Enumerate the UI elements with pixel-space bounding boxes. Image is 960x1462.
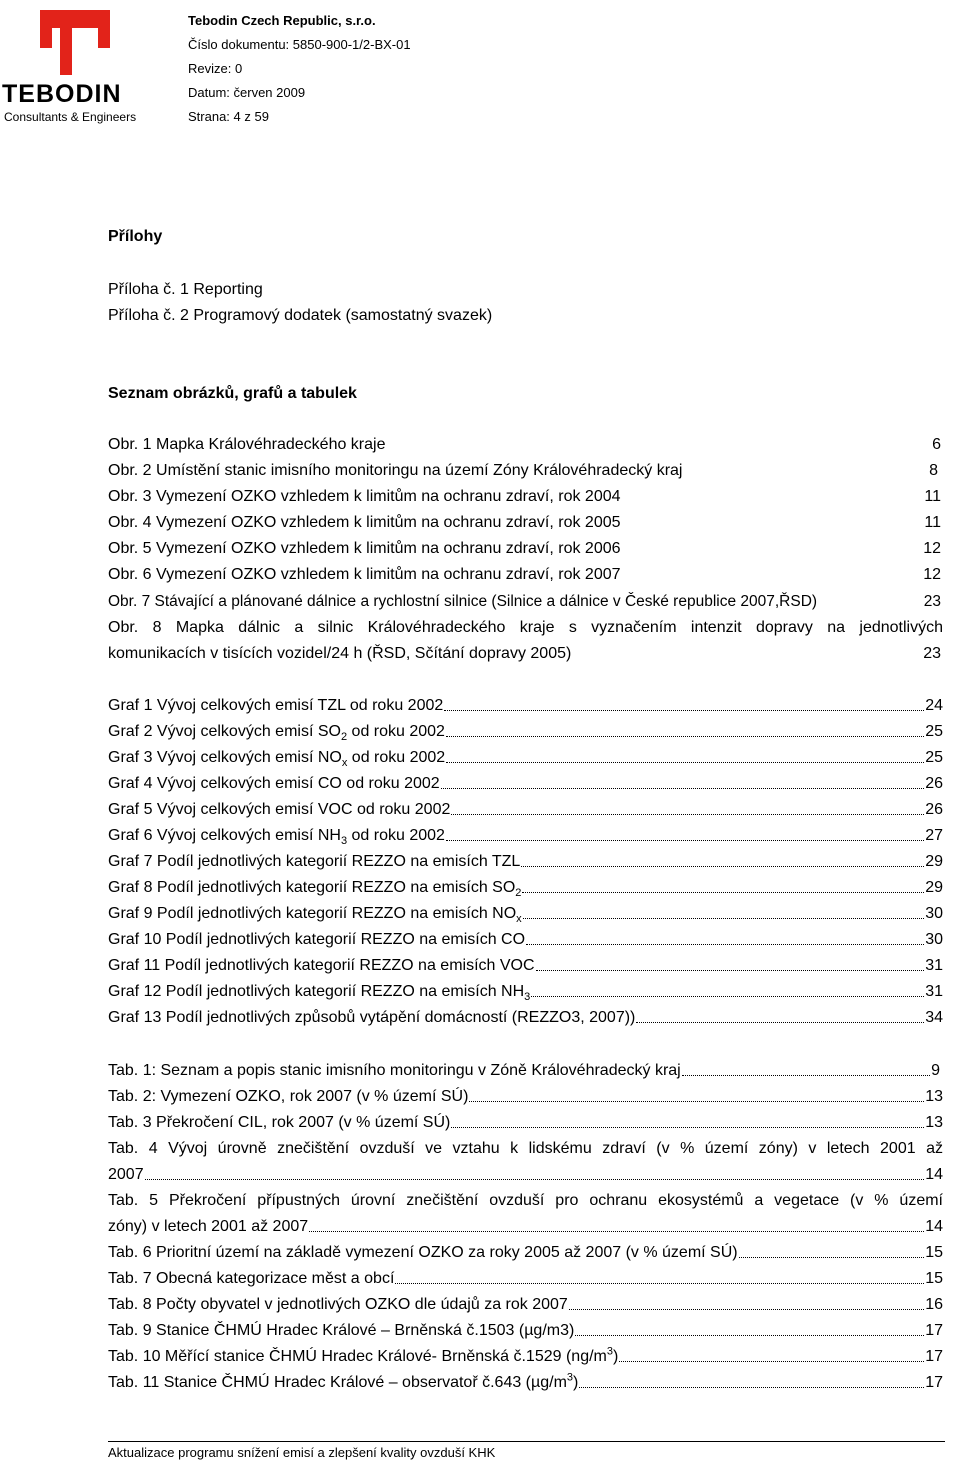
toc-table-row-cont[interactable]: 2007 14 <box>108 1166 943 1183</box>
toc-figure-row[interactable]: Obr. 5 Vymezení OZKO vzhledem k limitům na ochranu zdraví, rok 2006 12 <box>108 540 941 557</box>
toc-graph-row[interactable]: Graf 4 Vývoj celkových emisí CO od roku 2002 26 <box>108 775 943 792</box>
toc-figure-row-cont[interactable]: komunikacích v tisících vozidel/24 h (ŘSD, Sčítání dopravy 2005) 23 <box>108 645 941 662</box>
toc-table-row[interactable]: Tab. 3 Překročení CIL, rok 2007 (v % území SÚ) 13 <box>108 1114 943 1131</box>
toc-figure-row[interactable]: Obr. 6 Vymezení OZKO vzhledem k limitům na ochranu zdraví, rok 2007 12 <box>108 566 941 583</box>
toc-graph-row[interactable]: Graf 2 Vývoj celkových emisí $SO_2$ od roku 2002 25 <box>108 723 943 744</box>
toc-graph-row[interactable]: Graf 10 Podíl jednotlivých kategorií REZZO na emisích CO 30 <box>108 931 943 948</box>
toc-table-row[interactable]: Tab. 1: Seznam a popis stanic imisního monitoringu v Zóně Královéhradecký kraj 9 <box>108 1062 940 1079</box>
figures-title: Seznam obrázků, grafů a tabulek <box>108 385 357 402</box>
toc-graph-row[interactable]: Graf 5 Vývoj celkových emisí VOC od roku 2002 26 <box>108 801 943 818</box>
toc-table-row[interactable]: Tab. 10 Měřící stanice ČHMÚ Hradec Králové- Brněnská č.1529 $(ng/m^3)$ 17 <box>108 1345 943 1365</box>
toc-graph-row[interactable]: Graf 3 Vývoj celkových emisí $NO_x$ od roku 2002 25 <box>108 749 943 770</box>
toc-table-row[interactable]: Tab. 8 Počty obyvatel v jednotlivých OZKO dle údajů za rok 2007 16 <box>108 1296 943 1313</box>
toc-table-row[interactable]: Tab. 5 Překročení přípustných úrovní znečištění ovzduší pro ochranu ekosystémů a vegetace (v % území <box>108 1192 943 1209</box>
attachments-title: Přílohy <box>108 228 163 245</box>
attachment-item: Příloha č. 1 Reporting <box>108 281 263 298</box>
header-revision: Revize: 0 <box>188 61 243 76</box>
header-doc-number: Číslo dokumentu: 5850-900-1/2-BX-01 <box>188 37 411 52</box>
toc-graph-row[interactable]: Graf 12 Podíl jednotlivých kategorií REZZO na emisích $NH_3$ 31 <box>108 983 943 1004</box>
logo-tagline: Consultants & Engineers <box>4 110 137 124</box>
toc-table-row-cont[interactable]: zóny) v letech 2001 až 2007 14 <box>108 1218 943 1235</box>
footer-divider <box>108 1441 945 1442</box>
toc-graph-row[interactable]: Graf 13 Podíl jednotlivých způsobů vytápění domácností (REZZO3, 2007)) 34 <box>108 1009 943 1026</box>
logo-wordmark: TEBODIN <box>2 80 122 108</box>
header-page: Strana: 4 z 59 <box>188 109 269 124</box>
toc-graph-row[interactable]: Graf 11 Podíl jednotlivých kategorií REZZO na emisích VOC 31 <box>108 957 943 974</box>
toc-table-row[interactable]: Tab. 4 Vývoj úrovně znečištění ovzduší ve vztahu k lidskému zdraví (v % území zóny) v letech 2001 až <box>108 1140 943 1157</box>
toc-graph-row[interactable]: Graf 7 Podíl jednotlivých kategorií REZZO na emisích TZL 29 <box>108 853 943 870</box>
tebodin-logo <box>0 0 160 128</box>
toc-graph-row[interactable]: Graf 8 Podíl jednotlivých kategorií REZZO na emisích $SO_2$ 29 <box>108 879 943 900</box>
tebodin-logo-mark <box>0 0 160 128</box>
footer-text: Aktualizace programu snížení emisí a zlepšení kvality ovzduší KHK <box>108 1445 496 1460</box>
header-company: Tebodin Czech Republic, s.r.o. <box>188 13 376 28</box>
toc-table-row[interactable]: Tab. 9 Stanice ČHMÚ Hradec Králové – Brněnská č.1503 (µg/m3) 17 <box>108 1322 943 1339</box>
toc-figure-row[interactable]: Obr. 7 Stávající a plánované dálnice a rychlostní silnice (Silnice a dálnice v České republice 2007,ŘSD) 23 <box>108 593 941 610</box>
toc-graph-row[interactable]: Graf 9 Podíl jednotlivých kategorií REZZO na emisích $NO_x$ 30 <box>108 905 943 926</box>
toc-table-row[interactable]: Tab. 6 Prioritní území na základě vymezení OZKO za roky 2005 až 2007 (v % území SÚ) 15 <box>108 1244 943 1261</box>
toc-table-row[interactable]: Tab. 7 Obecná kategorizace měst a obcí 15 <box>108 1270 943 1287</box>
toc-figure-row[interactable]: Obr. 1 Mapka Královéhradeckého kraje 6 <box>108 436 941 453</box>
attachment-item: Příloha č. 2 Programový dodatek (samostatný svazek) <box>108 307 493 324</box>
toc-table-row[interactable]: Tab. 2: Vymezení OZKO, rok 2007 (v % území SÚ) 13 <box>108 1088 943 1105</box>
toc-figure-row[interactable]: Obr. 3 Vymezení OZKO vzhledem k limitům na ochranu zdraví, rok 2004 11 <box>108 488 941 505</box>
toc-figure-row[interactable]: Obr. 8 Mapka dálnic a silnic Královéhradeckého kraje s vyznačením intenzit dopravy na jednotlivých <box>108 619 943 636</box>
toc-figure-row[interactable]: Obr. 4 Vymezení OZKO vzhledem k limitům na ochranu zdraví, rok 2005 11 <box>108 514 941 531</box>
toc-graph-row[interactable]: Graf 1 Vývoj celkových emisí TZL od roku 2002 24 <box>108 697 943 714</box>
toc-table-row[interactable]: Tab. 11 Stanice ČHMÚ Hradec Králové – observatoř č.643 $(\mu g/m^3)$ 17 <box>108 1371 943 1391</box>
toc-figure-row[interactable]: Obr. 2 Umístění stanic imisního monitoringu na území Zóny Královéhradecký kraj 8 <box>108 462 938 479</box>
header-date: Datum: červen 2009 <box>188 85 306 100</box>
toc-graph-row[interactable]: Graf 6 Vývoj celkových emisí $NH_3$ od roku 2002 27 <box>108 827 943 848</box>
